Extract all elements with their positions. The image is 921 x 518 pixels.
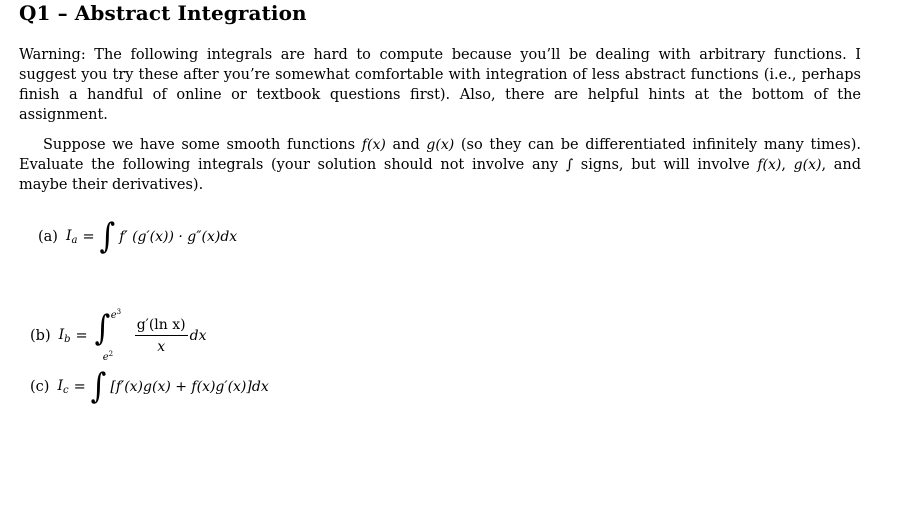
setup-text: signs, but will involve (573, 157, 758, 173)
integral-name: $I_a$ (65, 228, 78, 246)
problem-label: (c) (30, 379, 50, 395)
integral-sign-icon: ∫ (90, 366, 107, 407)
integral-sign-icon: ∫ (94, 308, 111, 349)
math-g: g(x) (793, 157, 822, 173)
math-f: f(x) (757, 157, 782, 173)
fraction (135, 317, 188, 355)
integral-sign-icon: ∫ (99, 216, 116, 257)
integral-name: $I_c$ (57, 378, 69, 396)
setup-text: (so they can be differentiated infinitely many times). Evaluate the following integrals (your solution should not involve any (19, 137, 862, 173)
problem-label: (a) (38, 229, 58, 245)
integral-sign-icon: ∫ (565, 157, 574, 173)
math-g: g(x) (426, 137, 455, 153)
denominator: x (157, 339, 166, 355)
problem-a (38, 216, 238, 257)
setup-text: , (781, 157, 794, 173)
differential: dx (189, 328, 207, 344)
equals-sign: = (73, 379, 86, 395)
warning-paragraph: Warning: The following integrals are hard to compute because you’ll be dealing with arbitrary functions. I suggest you try these after you’re somewhat comfortable with integration of less abstract functions (i.e., perhaps finish a handful of online or textbook questions first). Also, there are helpful hints at the bottom of the assignment. (19, 47, 861, 123)
numerator: g′(ln x) (135, 317, 188, 336)
integral-name: $I_b$ (58, 327, 71, 345)
setup-text: and (385, 137, 427, 153)
integrand: f′ (g′(x)) · g″(x)dx (119, 229, 238, 245)
math-f: f(x) (361, 137, 386, 153)
lower-limit: $e^2$ (102, 350, 114, 363)
integrand: [f′(x)g(x) + f(x)g′(x)]dx (110, 379, 269, 395)
equals-sign: = (82, 229, 95, 245)
page-title: Q1 – Abstract Integration (19, 1, 307, 25)
setup-text: , and maybe their derivatives). (19, 157, 862, 193)
definite-integral (93, 306, 133, 366)
upper-limit: $e^3$ (110, 308, 122, 321)
setup-paragraph (19, 135, 861, 195)
problem-b (30, 306, 206, 366)
problem-label: (b) (30, 328, 51, 344)
equals-sign: = (75, 328, 88, 344)
setup-text: Suppose we have some smooth functions (43, 137, 362, 153)
problem-c (30, 366, 269, 407)
